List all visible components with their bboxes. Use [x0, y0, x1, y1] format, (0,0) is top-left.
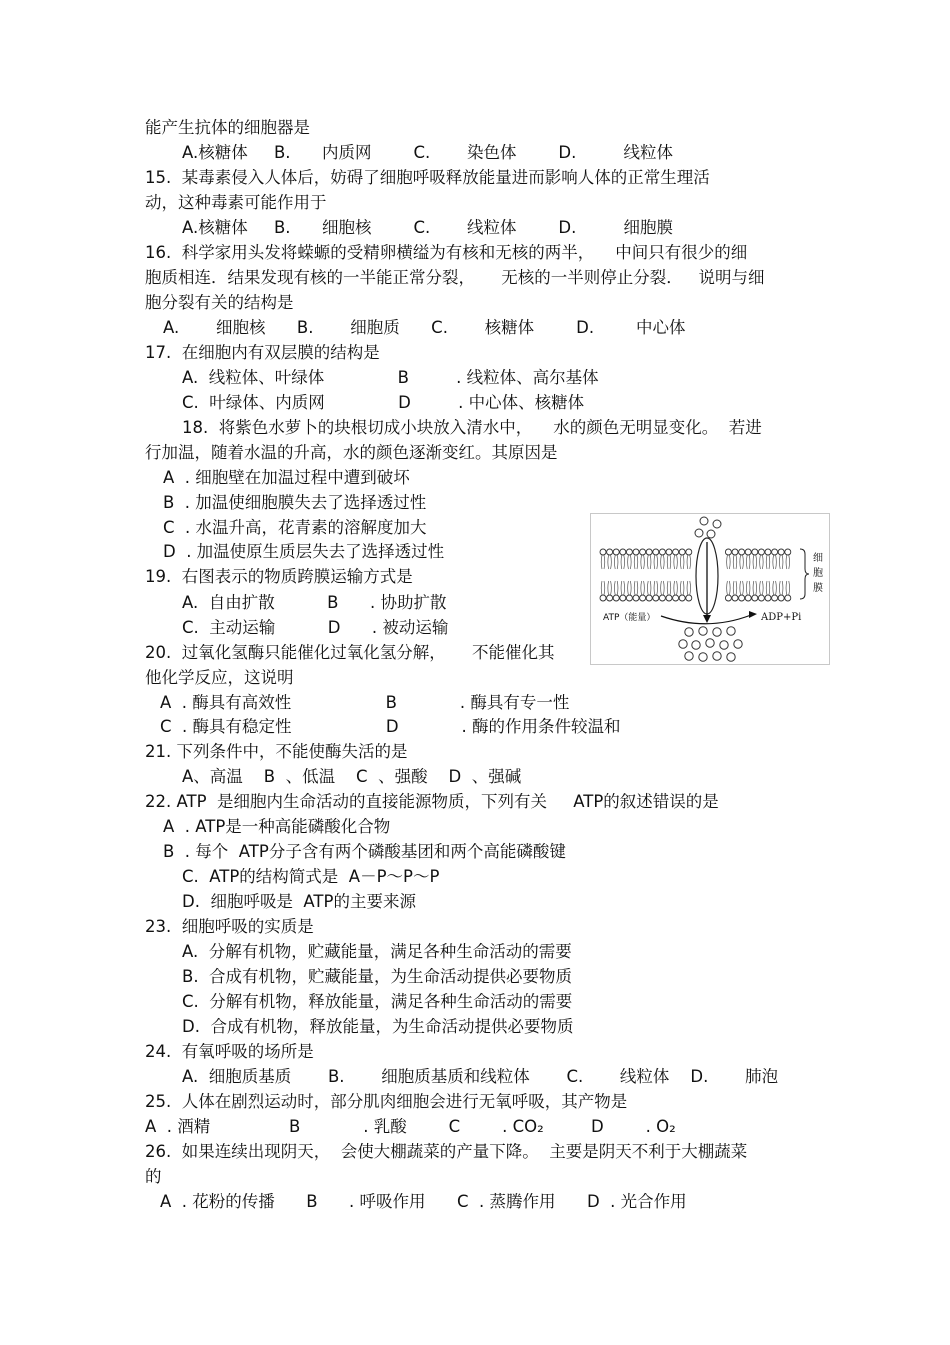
lipid-head [620, 549, 626, 555]
lipid-head [725, 595, 731, 601]
text-line: B . 加温使细胞膜失去了选择透过性 [163, 493, 427, 512]
molecule [700, 517, 708, 525]
text-line: C . 酶具有稳定性 D . 酶的作用条件较温和 [160, 717, 621, 736]
molecule [679, 640, 687, 648]
lipid-head [765, 595, 771, 601]
lipid-head [613, 595, 619, 601]
lipid-head [613, 549, 619, 555]
text-line: A. 细胞质基质 B. 细胞质基质和线粒体 C. 线粒体 D. 肺泡 [182, 1067, 779, 1086]
lipid-tail [641, 581, 645, 595]
lipid-head [600, 595, 606, 601]
text-line: 15. 某毒素侵入人体后，妨碍了细胞呼吸释放能量进而影响人体的正常生理活 [145, 168, 710, 187]
lipid-tail [753, 555, 757, 569]
lipid-tail [779, 555, 783, 569]
lipid-head [666, 595, 672, 601]
text-line: A . 细胞壁在加温过程中遭到破坏 [163, 468, 410, 487]
lipid-head [626, 595, 632, 601]
lipid-head [640, 549, 646, 555]
lipid-head [758, 595, 764, 601]
membrane-label [813, 552, 823, 594]
lipid-tail [727, 555, 731, 569]
lipid-head [765, 549, 771, 555]
text-line: C. 叶绿体、内质网 D . 中心体、核糖体 [182, 393, 585, 412]
text-line: A . ATP是一种高能磷酸化合物 [163, 817, 391, 836]
lipid-head [653, 595, 659, 601]
text-line: B . 每个 ATP分子含有两个磷酸基团和两个高能磷酸键 [163, 842, 566, 861]
lipid-tail [680, 555, 684, 569]
molecule [695, 529, 703, 537]
molecule [706, 639, 714, 647]
lipid-tail [687, 581, 691, 595]
lipid-tail [746, 581, 750, 595]
lipid-head [620, 595, 626, 601]
lipid-tail [733, 581, 737, 595]
phospholipid-bilayer [600, 549, 791, 601]
text-line: D . 加温使原生质层失去了选择透过性 [163, 542, 445, 561]
text-line: A . 酶具有高效性 B . 酶具有专一性 [160, 693, 570, 712]
text-line: A. 线粒体、叶绿体 B . 线粒体、高尔基体 [182, 368, 599, 387]
molecule [707, 530, 715, 538]
lipid-head [772, 549, 778, 555]
lipid-head [732, 595, 738, 601]
lipid-tail [661, 555, 665, 569]
molecule [727, 627, 735, 635]
energy-arrowhead [749, 611, 757, 618]
molecule [699, 627, 707, 635]
solute-molecules-inside [679, 627, 742, 661]
lipid-tail [667, 555, 671, 569]
lipid-head [607, 549, 613, 555]
lipid-head [686, 595, 692, 601]
molecule [734, 640, 742, 648]
lipid-head [626, 549, 632, 555]
lipid-tail [654, 581, 658, 595]
lipid-tail [628, 555, 632, 569]
adp-label: ADP+Pi [761, 612, 802, 623]
text-line: 23. 细胞呼吸的实质是 [145, 917, 314, 936]
text-line: 18. 将紫色水萝卜的块根切成小块放入清水中， 水的颜色无明显变化。 若进 [182, 418, 762, 437]
lipid-tail [727, 581, 731, 595]
molecule [727, 653, 735, 661]
text-line: A. 分解有机物，贮藏能量，满足各种生命活动的需要 [182, 942, 572, 961]
text-line: 17. 在细胞内有双层膜的结构是 [145, 343, 380, 362]
lipid-head [607, 595, 613, 601]
lipid-head [785, 595, 791, 601]
text-line: 胞质相连．结果发现有核的一半能正常分裂， 无核的一半则停止分裂． 说明与细 [145, 268, 765, 287]
lipid-tail [601, 581, 605, 595]
lipid-head [633, 549, 639, 555]
text-line: 他化学反应，这说明 [145, 668, 294, 687]
text-line: A . 酒精 B . 乳酸 C . CO₂ D . O₂ [145, 1117, 676, 1136]
lipid-head [745, 549, 751, 555]
lipid-head [653, 549, 659, 555]
lipid-head [679, 595, 685, 601]
lipid-tail [746, 555, 750, 569]
text-line: 21. 下列条件中，不能使酶失活的是 [145, 742, 408, 761]
text-line: 26. 如果连续出现阴天， 会使大棚蔬菜的产量下降。 主要是阴天不利于大棚蔬菜 [145, 1142, 748, 1161]
lipid-head [640, 595, 646, 601]
membrane-transport-figure [590, 513, 830, 665]
lipid-head [725, 549, 731, 555]
lipid-tail [614, 581, 618, 595]
molecule [713, 628, 721, 636]
text-line: 20. 过氧化氢酶只能催化过氧化氢分解， 不能催化其 [145, 643, 555, 662]
lipid-head [739, 595, 745, 601]
transport-arrowhead [703, 615, 711, 623]
text-line: 胞分裂有关的结构是 [145, 293, 294, 312]
text-line: 行加温，随着水温的升高，水的颜色逐渐变红。其原因是 [145, 443, 558, 462]
molecule [692, 641, 700, 649]
lipid-tail [766, 581, 770, 595]
text-line: 动，这种毒素可能作用于 [145, 193, 327, 212]
lipid-head [666, 549, 672, 555]
molecule [713, 520, 721, 528]
text-line: 19. 右图表示的物质跨膜运输方式是 [145, 567, 413, 586]
lipid-tail [740, 581, 744, 595]
text-line: A . 花粉的传播 B . 呼吸作用 C . 蒸腾作用 D . 光合作用 [160, 1192, 687, 1211]
lipid-tail [647, 555, 651, 569]
lipid-head [686, 549, 692, 555]
molecule [685, 652, 693, 660]
text-line: 能产生抗体的细胞器是 [145, 118, 310, 137]
lipid-tail [766, 555, 770, 569]
molecule [685, 628, 693, 636]
lipid-tail [621, 555, 625, 569]
text-line: A.核糖体 B. 细胞核 C. 线粒体 D. 细胞膜 [182, 218, 674, 237]
atp-label: ATP（能量） [603, 613, 656, 623]
lipid-head [600, 549, 606, 555]
svg-text:膜: 膜 [813, 583, 823, 594]
lipid-tail [614, 555, 618, 569]
lipid-tail [667, 581, 671, 595]
text-line: 16. 科学家用头发将蝾螈的受精卵横缢为有核和无核的两半， 中间只有很少的细 [145, 243, 748, 262]
lipid-tail [647, 581, 651, 595]
lipid-head [785, 549, 791, 555]
lipid-tail [760, 581, 764, 595]
text-line: A. 细胞核 B. 细胞质 C. 核糖体 D. 中心体 [163, 318, 686, 337]
lipid-tail [621, 581, 625, 595]
lipid-tail [753, 581, 757, 595]
text-line: 25. 人体在剧烈运动时，部分肌肉细胞会进行无氧呼吸，其产物是 [145, 1092, 628, 1111]
lipid-tail [674, 555, 678, 569]
membrane-bracket [800, 549, 809, 599]
lipid-tail [786, 555, 790, 569]
lipid-head [659, 595, 665, 601]
text-line: B. 合成有机物，贮藏能量，为生命活动提供必要物质 [182, 967, 573, 986]
lipid-head [659, 549, 665, 555]
lipid-tail [760, 555, 764, 569]
lipid-tail [661, 581, 665, 595]
text-line: C. 主动运输 D . 被动运输 [182, 618, 449, 637]
lipid-tail [733, 555, 737, 569]
lipid-tail [779, 581, 783, 595]
text-line: 24. 有氧呼吸的场所是 [145, 1042, 314, 1061]
lipid-tail [740, 555, 744, 569]
lipid-head [758, 549, 764, 555]
lipid-head [646, 595, 652, 601]
lipid-head [745, 595, 751, 601]
lipid-tail [773, 581, 777, 595]
lipid-head [778, 549, 784, 555]
lipid-head [778, 595, 784, 601]
lipid-head [752, 549, 758, 555]
text-line: A.核糖体 B. 内质网 C. 染色体 D. 线粒体 [182, 143, 674, 162]
lipid-tail [628, 581, 632, 595]
text-line: C . 水温升高，花青素的溶解度加大 [163, 518, 427, 537]
text-line: A. 自由扩散 B . 协助扩散 [182, 593, 447, 612]
text-line: 的 [145, 1167, 162, 1186]
lipid-tail [654, 555, 658, 569]
lipid-head [646, 549, 652, 555]
lipid-head [739, 549, 745, 555]
lipid-tail [674, 581, 678, 595]
molecule [713, 652, 721, 660]
text-line: C. 分解有机物，释放能量，满足各种生命活动的需要 [182, 992, 573, 1011]
text-line: C. ATP的结构简式是 A－P～P～P [182, 867, 440, 886]
lipid-head [633, 595, 639, 601]
lipid-head [752, 595, 758, 601]
lipid-tail [786, 581, 790, 595]
lipid-tail [773, 555, 777, 569]
lipid-head [673, 595, 679, 601]
lipid-tail [680, 581, 684, 595]
svg-text:细: 细 [813, 553, 823, 564]
lipid-tail [608, 581, 612, 595]
text-line: 22. ATP 是细胞内生命活动的直接能源物质，下列有关 ATP的叙述错误的是 [145, 792, 719, 811]
molecule [720, 641, 728, 649]
lipid-tail [641, 555, 645, 569]
lipid-tail [634, 581, 638, 595]
lipid-tail [608, 555, 612, 569]
lipid-head [673, 549, 679, 555]
text-line: D. 合成有机物，释放能量，为生命活动提供必要物质 [182, 1017, 574, 1036]
lipid-head [679, 549, 685, 555]
svg-text:胞: 胞 [813, 568, 823, 579]
solute-molecules-outside [695, 517, 721, 538]
lipid-head [772, 595, 778, 601]
molecule [699, 653, 707, 661]
lipid-tail [634, 555, 638, 569]
lipid-tail [601, 555, 605, 569]
lipid-head [732, 549, 738, 555]
lipid-tail [687, 555, 691, 569]
text-line: A、高温 B 、低温 C 、强酸 D 、强碱 [182, 767, 522, 786]
text-line: D. 细胞呼吸是 ATP的主要来源 [182, 892, 416, 911]
